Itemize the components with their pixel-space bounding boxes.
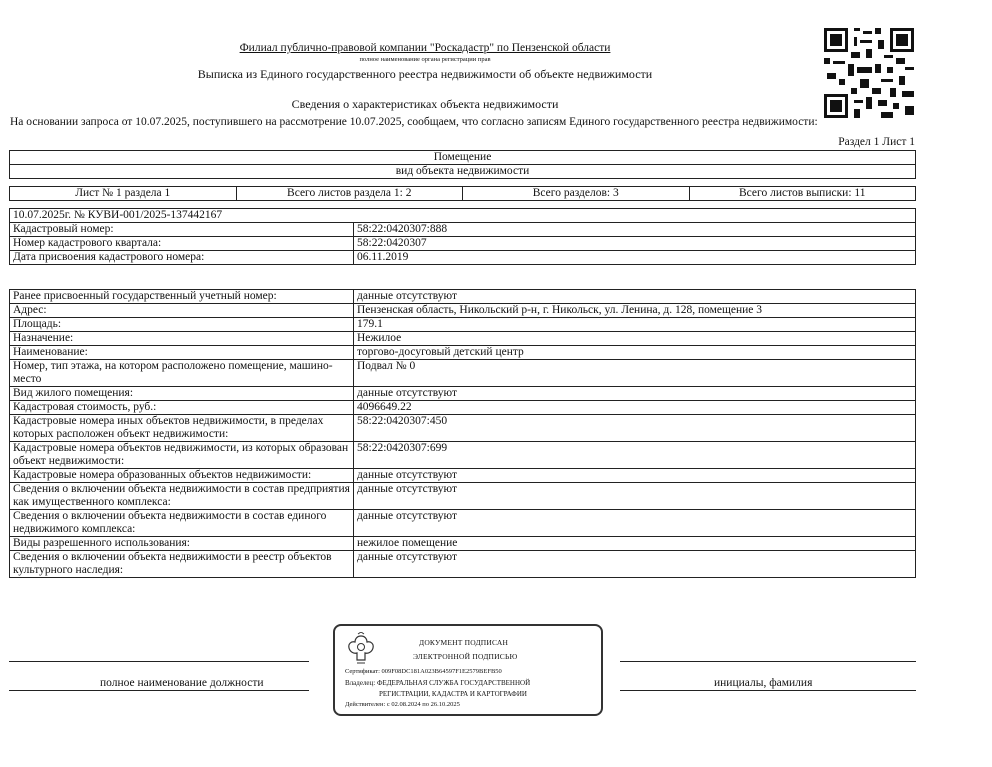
- row-value: 58:22:0420307:699: [354, 442, 916, 469]
- table-row: [10, 290, 916, 304]
- stamp-valid: Действителен: с 02.08.2024 по 26.10.2025: [345, 701, 460, 708]
- row-label: Адрес:: [10, 304, 354, 318]
- row-value: нежилое помещение: [354, 537, 916, 551]
- row-label: Сведения о включении объекта недвижимости в реестр объектов культурного наследия:: [10, 551, 354, 578]
- table-row: [10, 469, 916, 483]
- org-name: Филиал публично-правовой компании "Роскадастр" по Пензенской области: [239, 42, 611, 54]
- total-sheets-section: Всего листов раздела 1: 2: [236, 187, 463, 201]
- name-label: инициалы, фамилия: [714, 677, 813, 689]
- row-label: Кадастровые номера объектов недвижимости, из которых образован объект недвижимости:: [10, 442, 354, 469]
- row-label: Номер кадастрового квартала:: [10, 237, 354, 251]
- table-row: [10, 483, 916, 510]
- row-value: данные отсутствуют: [354, 387, 916, 401]
- row-value: 179.1: [354, 318, 916, 332]
- stamp-owner2: РЕГИСТРАЦИИ, КАДАСТРА И КАРТОГРАФИИ: [379, 690, 527, 698]
- stamp-line1: ДОКУМЕНТ ПОДПИСАН: [419, 638, 509, 647]
- row-label: Наименование:: [10, 346, 354, 360]
- row-label: Кадастровая стоимость, руб.:: [10, 401, 354, 415]
- table-row: [10, 551, 916, 578]
- row-value: данные отсутствуют: [354, 551, 916, 578]
- row-label: Вид жилого помещения:: [10, 387, 354, 401]
- table-row: [10, 387, 916, 401]
- row-value: данные отсутствуют: [354, 469, 916, 483]
- basis-text: На основании запроса от 10.07.2025, поступившего на рассмотрение 10.07.2025, сообщаем, что согласно записям Единого государственного реестра недвижимости:: [10, 116, 818, 128]
- row-label: Ранее присвоенный государственный учетный номер:: [10, 290, 354, 304]
- total-sheets-extract: Всего листов выписки: 11: [689, 187, 916, 201]
- table-row: [10, 223, 916, 237]
- stamp-cert: Сертификат: 009F08DC181A023B64597F1E2579BEFB50: [345, 668, 502, 675]
- row-label: Виды разрешенного использования:: [10, 537, 354, 551]
- table-row: [10, 537, 916, 551]
- row-value: данные отсутствуют: [354, 510, 916, 537]
- row-label: Площадь:: [10, 318, 354, 332]
- stamp-owner1: Владелец: ФЕДЕРАЛЬНАЯ СЛУЖБА ГОСУДАРСТВЕННОЙ: [345, 679, 531, 687]
- row-label: Кадастровый номер:: [10, 223, 354, 237]
- row-value: торгово-досуговый детский центр: [354, 346, 916, 360]
- sheet-number: Лист № 1 раздела 1: [10, 187, 237, 201]
- extract-date-number: 10.07.2025г. № КУВИ-001/2025-137442167: [10, 209, 916, 223]
- table-row: [10, 415, 916, 442]
- e-signature-stamp: [333, 624, 603, 716]
- row-value: Нежилое: [354, 332, 916, 346]
- row-label: Кадастровые номера образованных объектов недвижимости:: [10, 469, 354, 483]
- object-type-table: [9, 150, 916, 179]
- row-label: Номер, тип этажа, на котором расположено помещение, машино-место: [10, 360, 354, 387]
- table-row: [10, 318, 916, 332]
- qr-code: [824, 28, 914, 118]
- row-value: данные отсутствуют: [354, 290, 916, 304]
- row-value: 06.11.2019: [354, 251, 916, 265]
- table-row: [10, 442, 916, 469]
- table-row: [10, 251, 916, 265]
- row-label: Сведения о включении объекта недвижимости в состав единого недвижимого комплекса:: [10, 510, 354, 537]
- razdel-label: Раздел 1 Лист 1: [838, 136, 915, 148]
- row-value: 4096649.22: [354, 401, 916, 415]
- row-value: 58:22:0420307: [354, 237, 916, 251]
- table-row: [10, 401, 916, 415]
- extract-title: Выписка из Единого государственного реестра недвижимости об объекте недвижимости: [197, 67, 653, 81]
- table-row: [10, 346, 916, 360]
- row-value: данные отсутствуют: [354, 483, 916, 510]
- details-table: [9, 289, 916, 578]
- row-value: Пензенская область, Никольский р-н, г. Никольск, ул. Ленина, д. 128, помещение 3: [354, 304, 916, 318]
- row-label: Кадастровые номера иных объектов недвижимости, в пределах которых расположен объект недвижимости:: [10, 415, 354, 442]
- object-type-label: вид объекта недвижимости: [10, 165, 916, 179]
- row-value: Подвал № 0: [354, 360, 916, 387]
- position-label: полное наименование должности: [100, 677, 264, 689]
- ident-table: [9, 208, 916, 265]
- emblem-icon: [345, 632, 377, 666]
- stamp-line2: ЭЛЕКТРОННОЙ ПОДПИСЬЮ: [413, 652, 518, 661]
- table-row: [10, 510, 916, 537]
- sheets-table: [9, 186, 916, 201]
- table-row: [10, 237, 916, 251]
- section-title: Сведения о характеристиках объекта недвижимости: [291, 97, 559, 111]
- object-type: Помещение: [10, 151, 916, 165]
- row-label: Сведения о включении объекта недвижимости в состав предприятия как имущественного комплекса:: [10, 483, 354, 510]
- total-sections: Всего разделов: 3: [463, 187, 690, 201]
- row-label: Дата присвоения кадастрового номера:: [10, 251, 354, 265]
- table-row: [10, 332, 916, 346]
- org-note: полное наименование органа регистрации прав: [359, 56, 491, 63]
- row-value: 58:22:0420307:450: [354, 415, 916, 442]
- row-value: 58:22:0420307:888: [354, 223, 916, 237]
- table-row: [10, 304, 916, 318]
- table-row: [10, 360, 916, 387]
- row-label: Назначение:: [10, 332, 354, 346]
